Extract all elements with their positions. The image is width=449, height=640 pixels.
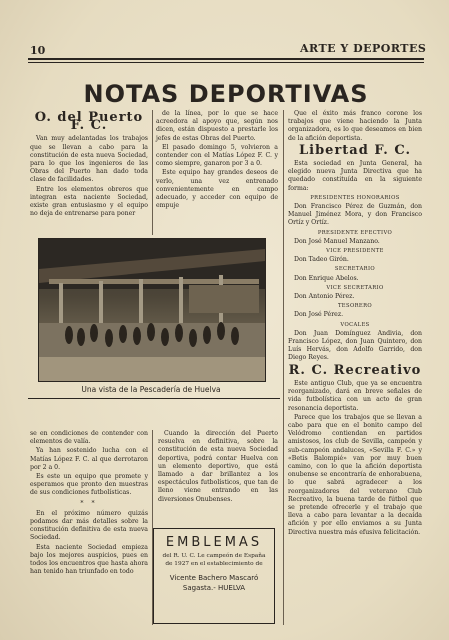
section-title: ARTE Y DEPORTES	[300, 42, 427, 55]
advert-title: EMBLEMAS	[165, 535, 263, 550]
column-1-top	[30, 110, 148, 219]
paragraph: Entre los elementos obreros que integran esta naciente Sociedad, existe gran entusiasmo y el equipo no deja de entrenarse para poner	[30, 185, 148, 218]
paragraph: de la línea, por lo que se hace acreedora al apoyo que, según nos dicen, están dispuesto a prestarle los jefes de estas Obras del Puerto.	[156, 110, 278, 142]
paragraph: Esta naciente Sociedad empieza bajo los mejores auspicios, pues en todos los encuentros que hasta ahora han tenido han triunfado en todo	[30, 543, 148, 576]
pescaderia-image	[39, 239, 265, 381]
paragraph: El pasado domingo 5, volvieron a contender con el Matías López F. C. y como siempre, ganaron por 3 a 0.	[156, 143, 278, 168]
article-heading-recreativo: R. C. Recreativo	[288, 362, 422, 378]
page-title: NOTAS DEPORTIVAS	[83, 80, 369, 108]
role-title: VICE SECRETARIO	[326, 284, 384, 291]
column-2-top	[156, 110, 278, 211]
advert-text: del R. U. C. Le campeón de España de 1927 en el establecimiento de	[162, 553, 266, 567]
role-title: VOCALES	[340, 321, 370, 328]
separator: * *	[80, 499, 98, 507]
column-2-bottom	[158, 430, 278, 505]
advert-shop-name: Vicente Bachero Mascaró	[169, 574, 259, 582]
paragraph: Que el éxito más franco corone los trabajos que viene haciendo la Junta organizadora, es lo que deseamos en bien de la afición deportista.	[288, 110, 422, 142]
paragraph: Ya han sostenido lucha con el Matías López F. C. al que derrotaron por 2 a 0.	[30, 447, 148, 471]
column-divider	[152, 110, 153, 235]
column-divider	[283, 110, 284, 625]
paragraph: Parece que los trabajos que se llevan a cabo para que en el bonito campo del Velódromo contiendan en partidos amistosos, los club de Sevilla, campeón y sub-campeón andaluces, «Sevilla F. C.» y «Betis Balompié» van por muy buen camino, con lo que la afición deportista onubense se encontraría de enhorabuena, lo que sabrá agradecer a los reorganizadores del veterano Club Recreativo, la buena tarde de fútbol que se pretende ofrecerle y el trabajo que lleva a cabo para levantar a la decaída afición y por ello enviamos a su Junta Directiva nuestra más efusiva felicitación.	[288, 413, 422, 536]
role-names: Don Francisco Pérez de Guzmán, don Manuel Jiménez Mora, y don Francisco Ortíz y Ortíz.	[288, 203, 422, 227]
photo-caption: Una vista de la Pescadería de Huelva	[81, 385, 221, 394]
role-title: SECRETARIO	[334, 266, 376, 273]
paragraph: Van muy adelantadas los trabajos que se llevan a cabo para la constitución de esta nueva Sociedad, para lo que los ingenieros de las Obras del Puerto han dado toda clase de facilidades.	[30, 135, 148, 184]
role-names: Don Juan Domínguez Andivia, don Francisco López, don Juan Quintero, don Luís Hervás, don Adolfo Garrido, don Diego Reyes.	[288, 329, 422, 362]
role-names: Don José Pérez.	[294, 311, 344, 319]
paragraph: En el próximo número quizás podamos dar más detalles sobre la constitución definitiva de esta nueva Sociedad.	[30, 509, 148, 542]
header-rule-thin	[28, 62, 424, 63]
page-number: 10	[30, 44, 46, 57]
role-title: PRESIDENTE EFECTIVO	[317, 229, 393, 236]
role-title: TESORERO	[337, 303, 373, 310]
role-title: VICE PRESIDENTE	[326, 248, 384, 255]
photo-bottom-rule	[28, 398, 280, 399]
role-title: PRESIDENTES HONORARIOS	[310, 194, 400, 201]
emblemas-advert	[153, 528, 275, 624]
paragraph: Es este un equipo que promete y esperamos que pronto den muestras de sus condiciones futbolísticas.	[30, 473, 148, 497]
role-names: Don Enrique Abelos.	[294, 274, 359, 282]
column-3	[288, 110, 422, 538]
paragraph: Este equipo hay grandes deseos de verlo, una vez entrenado convenientemente en campo adecuado, y acceder con equipo de empuje	[156, 169, 278, 210]
article-heading-puerto: O. del Puerto F. C.	[34, 110, 144, 134]
paragraph: se en condiciones de contender con elementos de valía.	[30, 430, 148, 446]
role-names: Don Tadeo Girón.	[294, 256, 349, 264]
role-names: Don José Manuel Manzano.	[294, 237, 380, 245]
pescaderia-photo	[38, 238, 266, 382]
role-names: Don Antonio Pérez.	[294, 293, 355, 301]
paragraph: Cuando la dirección del Puerto resuelva en definitiva, sobre la constitución de esta nueva Sociedad deportiva, podrá contar Huelva con un elemento deportivo, que está llamado a dar brillantez a los espectáculos futbolísticos, que tan de lleno viene entrando en las diversiones Onubenses.	[158, 430, 278, 503]
column-1-bottom	[30, 430, 148, 577]
paragraph: Esta sociedad en Junta General, ha elegido nueva Junta Directiva que ha quedado constituída en la siguiente forma:	[288, 160, 422, 192]
header-rule	[28, 58, 424, 60]
article-heading-libertad: Libertad F. C.	[299, 142, 411, 158]
advert-address: Sagasta.- HUELVA	[182, 584, 246, 592]
paragraph: Este antiguo Club, que ya se encuentra reorganizado, dará en breve señales de vida futbolística con un acto de gran resonancia deportista.	[288, 379, 422, 412]
